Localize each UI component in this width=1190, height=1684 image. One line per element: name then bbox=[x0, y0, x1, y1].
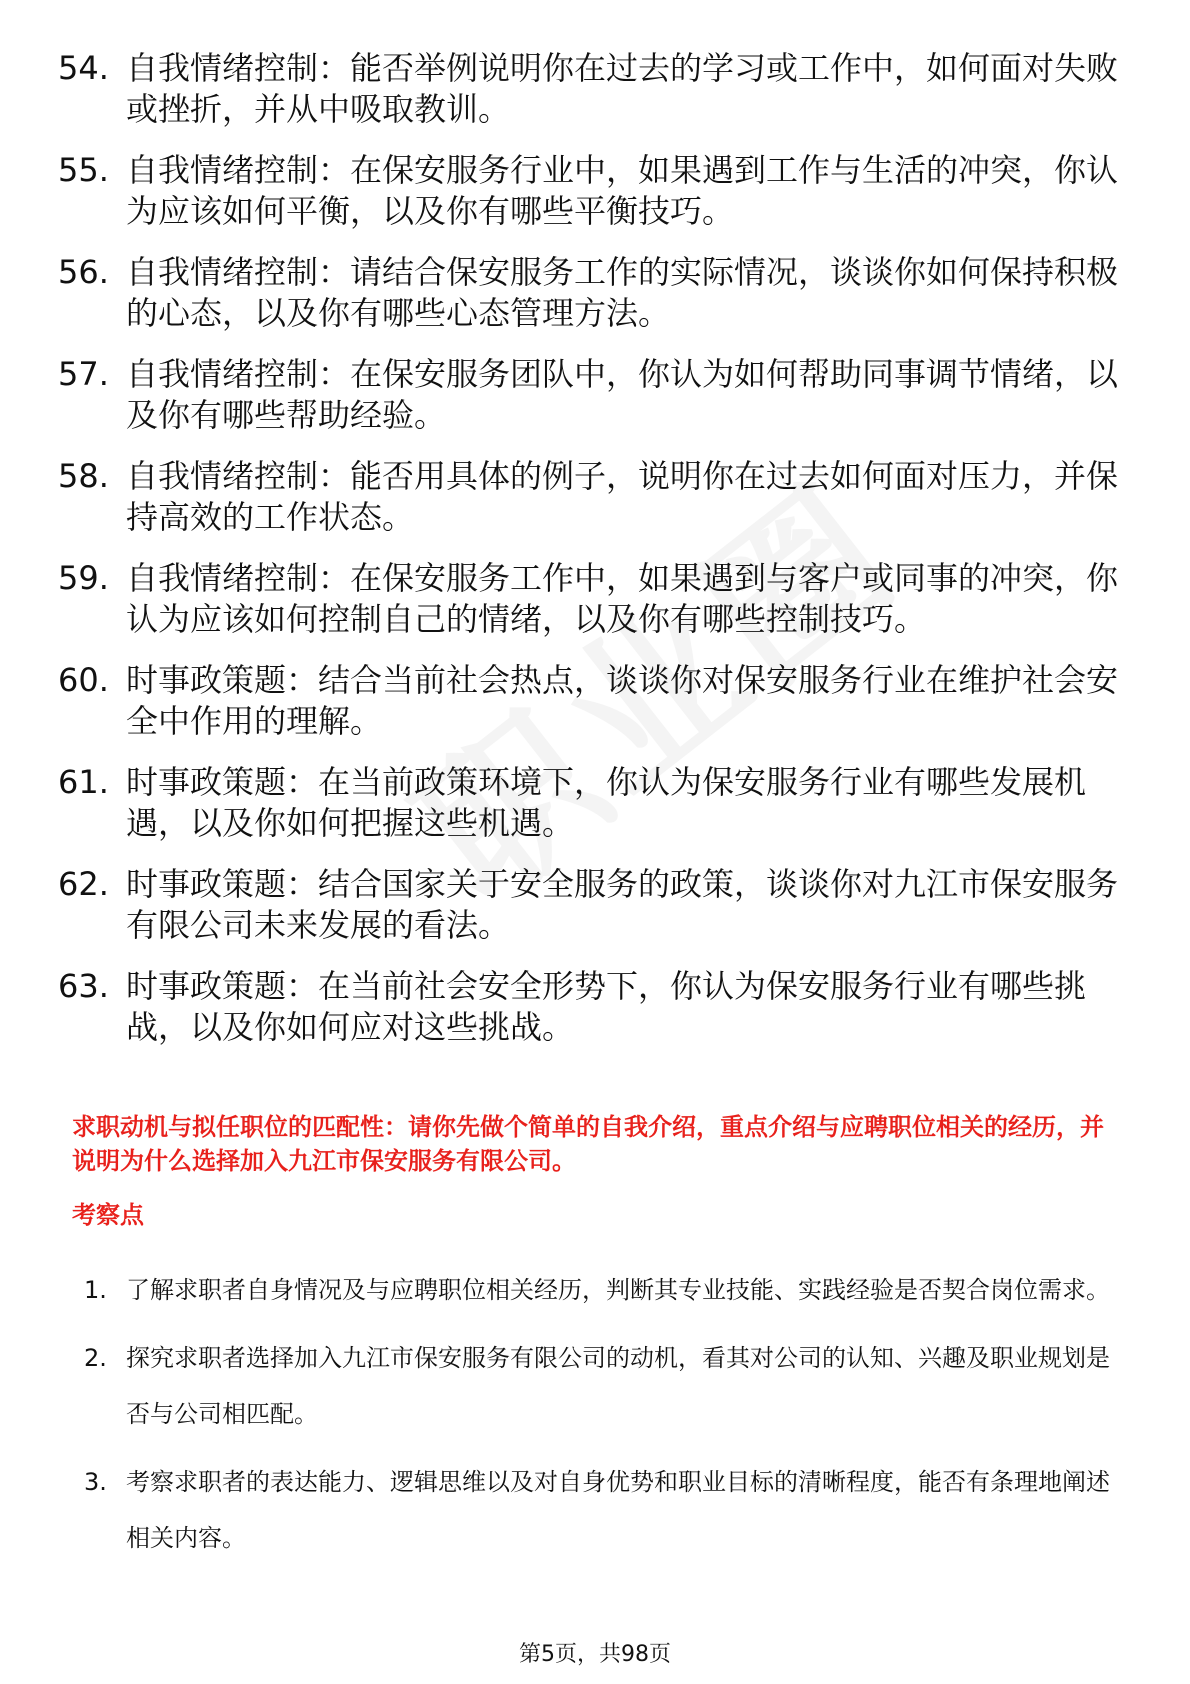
question-item bbox=[58, 762, 1118, 844]
question-list bbox=[58, 48, 1118, 1068]
question-number: 61. bbox=[58, 763, 109, 801]
question-item bbox=[58, 966, 1118, 1048]
question-number: 56. bbox=[58, 253, 109, 291]
focus-point-list bbox=[84, 1262, 1120, 1578]
question-item bbox=[58, 252, 1118, 334]
question-item bbox=[58, 456, 1118, 538]
question-text: 自我情绪控制：能否举例说明你在过去的学习或工作中，如何面对失败或挫折，并从中吸取教训。 bbox=[126, 49, 1119, 128]
question-number: 54. bbox=[58, 49, 109, 87]
focus-point-number: 3. bbox=[84, 1468, 107, 1496]
focus-point-text: 考察求职者的表达能力、逻辑思维以及对自身优势和职业目标的清晰程度，能否有条理地阐述相关内容。 bbox=[126, 1468, 1110, 1552]
focus-point-text: 了解求职者自身情况及与应聘职位相关经历，判断其专业技能、实践经验是否契合岗位需求。 bbox=[126, 1276, 1110, 1304]
question-text: 自我情绪控制：能否用具体的例子，说明你在过去如何面对压力，并保持高效的工作状态。 bbox=[126, 457, 1119, 536]
focus-label: 考察点 bbox=[72, 1201, 144, 1229]
focus-point-item bbox=[84, 1262, 1120, 1318]
focus-point-item bbox=[84, 1330, 1120, 1442]
question-text: 自我情绪控制：请结合保安服务工作的实际情况，谈谈你如何保持积极的心态，以及你有哪些心态管理方法。 bbox=[126, 253, 1119, 332]
question-text: 时事政策题：结合当前社会热点，谈谈你对保安服务行业在维护社会安全中作用的理解。 bbox=[126, 661, 1119, 740]
question-item bbox=[58, 660, 1118, 742]
question-text: 自我情绪控制：在保安服务行业中，如果遇到工作与生活的冲突，你认为应该如何平衡，以及你有哪些平衡技巧。 bbox=[126, 151, 1119, 230]
focus-point-number: 1. bbox=[84, 1276, 107, 1304]
question-number: 60. bbox=[58, 661, 109, 699]
focus-point-number: 2. bbox=[84, 1344, 107, 1372]
focus-point-item bbox=[84, 1454, 1120, 1566]
question-number: 58. bbox=[58, 457, 109, 495]
question-text: 自我情绪控制：在保安服务团队中，你认为如何帮助同事调节情绪，以及你有哪些帮助经验。 bbox=[126, 355, 1119, 434]
question-text: 自我情绪控制：在保安服务工作中，如果遇到与客户或同事的冲突，你认为应该如何控制自己的情绪，以及你有哪些控制技巧。 bbox=[126, 559, 1119, 638]
section-title: 求职动机与拟任职位的匹配性：请你先做个简单的自我介绍，重点介绍与应聘职位相关的经历，并说明为什么选择加入九江市保安服务有限公司。 bbox=[72, 1113, 1104, 1175]
question-number: 57. bbox=[58, 355, 109, 393]
question-item bbox=[58, 354, 1118, 436]
question-text: 时事政策题：结合国家关于安全服务的政策，谈谈你对九江市保安服务有限公司未来发展的看法。 bbox=[126, 865, 1119, 944]
question-number: 62. bbox=[58, 865, 109, 903]
question-item bbox=[58, 150, 1118, 232]
page-footer: 第5页，共98页 bbox=[519, 1642, 671, 1667]
question-item bbox=[58, 864, 1118, 946]
question-number: 59. bbox=[58, 559, 109, 597]
question-item bbox=[58, 558, 1118, 640]
question-number: 63. bbox=[58, 967, 109, 1005]
focus-point-text: 探究求职者选择加入九江市保安服务有限公司的动机，看其对公司的认知、兴趣及职业规划是否与公司相匹配。 bbox=[126, 1344, 1110, 1428]
question-text: 时事政策题：在当前社会安全形势下，你认为保安服务行业有哪些挑战，以及你如何应对这些挑战。 bbox=[126, 967, 1087, 1046]
question-text: 时事政策题：在当前政策环境下，你认为保安服务行业有哪些发展机遇，以及你如何把握这些机遇。 bbox=[126, 763, 1087, 842]
question-item bbox=[58, 48, 1118, 130]
question-number: 55. bbox=[58, 151, 109, 189]
